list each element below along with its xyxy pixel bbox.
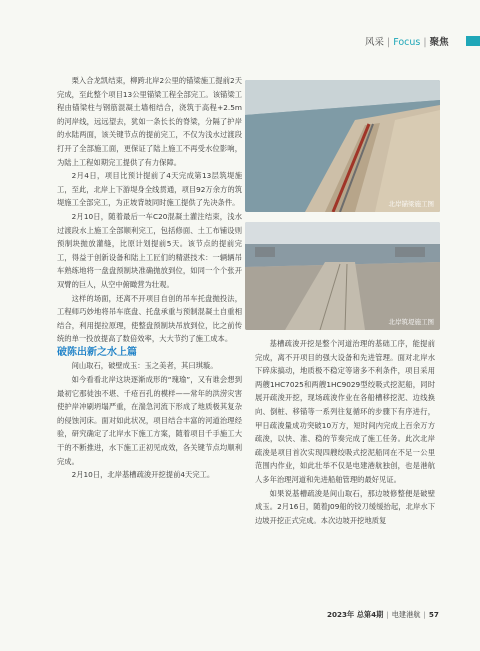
footer-divider: |	[423, 610, 426, 619]
header-section: 风采	[365, 37, 385, 48]
paragraph: 这样的场面，还离不开项目自创的吊车托盘抛投法，工程师巧妙地将吊车底盘、托盘承重与预制混凝土自重相结合，利用提拉原理，使整盘预制块吊放到位，比之前传统的单一投放提高了数倍效率，大大节约了施工成本。	[57, 293, 242, 344]
paragraph: 2月10日，随着最后一车C20混凝土灌注结束，浅水过渡段水上施工全部顺利完工，包括修面、土工布铺设则预制块抛放灌缝，比原计划提前5天。该节点的提前完工，得益于创新设备和陆上工匠们的精湛技术：一辆辆吊车熟练地将一盘盘预制块准确抛放到位，如同一个个张开双臂的巨人，从空中俯瞰营为壮观。	[57, 211, 242, 289]
journal-name: 电建港航	[391, 610, 421, 619]
aerial-river-image	[245, 80, 440, 212]
paragraph: 基槽疏浚开挖是整个河道治理的基础工序，能提前完成，离不开项目的强大设备和先进管理。面对北岸水下碎床搞动，地质极不稳定等诸多不利条件，项目采用两艘1HC7025和两艘1HC9029型绞吸式挖泥船，同时展开疏浚开挖，现场疏浚作业在各船槽移挖泥、边线换向、倒桩、移锚等一系列往复循环的步骤下有序进行，甲日疏浚量成功突破10万方，短时间内完成上百余万方疏浚，以快、准、稳的节奏完成了施工任务。此次北岸疏浚是项目首次实现四艘绞吸式挖泥船同在不足一公里范围内作业，如此壮举不仅是电建港航独创，也是港航人多年治理河道和先进船舶管理的最好见证。	[255, 339, 435, 484]
paragraph: 间山取石，破壁成玉：玉之美者，其曰琪璇。	[71, 361, 218, 371]
construction-site-image	[245, 222, 440, 330]
photo-caption: 北岸筑堤施工图	[388, 318, 434, 326]
page-number: 57	[428, 610, 439, 619]
issue-label: 2023年 总第4期	[327, 610, 384, 619]
paragraph: 如果说基槽疏浚是间山取石，那边坡修整便是破壁成玉。2月16日，随着J09船的铰刀缓缓抬起，北岸水下边坡开挖正式完成。本次边坡开挖地质复	[255, 488, 435, 525]
photo-anchor-beam	[245, 80, 440, 212]
page-footer	[327, 610, 439, 620]
header-accent-bar	[466, 36, 480, 46]
paragraph: 2月4日，项目比预计提前了4天完成第13层筑堤施工，至此，北岸上下游堤身全线贯通，项目92万余方的筑堤施工全部完工，为正坡背坡同时施工提供了先决条件。	[57, 171, 242, 208]
photo-caption: 北岸锚梁施工图	[388, 200, 434, 208]
footer-divider: |	[386, 610, 389, 619]
right-column	[255, 337, 435, 527]
header-divider: |	[387, 37, 391, 48]
header-divider: |	[423, 37, 427, 48]
page-header	[365, 34, 449, 48]
paragraph: 栗入合龙凯结束，柳跨北岸2公里的锚梁施工提前2天完成，至此整个项目13公里锚梁工程全部完工。该锚梁工程由锚梁柱与钢筋混凝土墙相结合，浇筑于高程+2.5m的河岸线，远远望去，犹如一条长长的脊梁，分隔了护岸的水陆两面，该关键节点的提前完工，不仅为浅水过渡段打开了全部施工面，更保证了陆上施工不再受水位影响，为陆上工程如期完工提供了有力保障。	[57, 76, 242, 167]
section-subheading: 破陈出新之水上篇	[57, 346, 137, 358]
left-column	[57, 74, 242, 482]
header-topic: 聚焦	[429, 37, 449, 48]
paragraph: 2月10日，北岸基槽疏浚开挖提前4天完工。	[71, 470, 215, 480]
paragraph: 如今看看北岸这块逐渐成形的“瑰瑜”，又有谁会想到最初它那徒浊不堪、千疮百孔的模样——常年的洪涝灾害使护岸冲刷坍塌严重，在湍急河流下形成了地质极其复杂的侵蚀河床。面对如此状况，项目结合丰富的河道治理经验，研究确定了北岸水下施工方案，随着项目千手施工大干的不断推进，水下施工正初见成效，各关键节点均顺利完成。	[57, 375, 242, 466]
photo-embankment	[245, 222, 440, 330]
header-focus: Focus	[393, 37, 421, 48]
